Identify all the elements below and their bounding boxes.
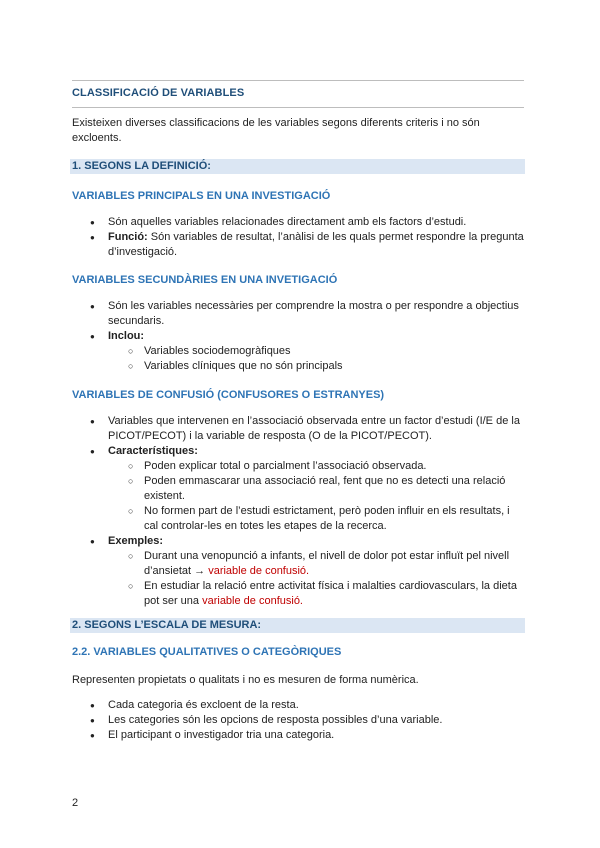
principal-heading: VARIABLES PRINCIPALS EN UNA INVESTIGACIÓ bbox=[72, 190, 331, 202]
sublist-item: ○ Poden emmascarar una associació real, fent que no es detecti una relació existent. bbox=[108, 474, 524, 504]
list-item-label: Funció: bbox=[108, 231, 148, 243]
intro-paragraph: Existeixen diverses classificacions de les variables segons diferents criteris i no són excloents. bbox=[72, 117, 480, 144]
secundaries-heading: VARIABLES SECUNDÀRIES EN UNA INVETIGACIÓ bbox=[72, 274, 338, 286]
document-title: CLASSIFICACIÓ DE VARIABLES bbox=[72, 87, 245, 99]
sublist-item: ○ Variables sociodemogràfiques bbox=[108, 344, 524, 359]
list-item: ● El participant o investigador tria una categoria. bbox=[72, 728, 524, 743]
list-item bbox=[72, 444, 524, 534]
sublist-item: ○ Poden explicar total o parcialment l’associació observada. bbox=[108, 459, 524, 474]
top-rule bbox=[72, 80, 524, 81]
section2-heading: 2. SEGONS L’ESCALA DE MESURA: bbox=[72, 619, 262, 631]
example-text: Durant una venopunció a infants, el nivell de dolor pot estar influït pel nivell d’ansietat → bbox=[144, 550, 510, 577]
list-item-label: Exemples: bbox=[108, 535, 164, 547]
example-highlight: variable de confusió. bbox=[202, 595, 303, 607]
qualitatives-list bbox=[72, 698, 524, 743]
page-number: 2 bbox=[72, 797, 79, 809]
confusio-list bbox=[72, 414, 524, 609]
sublist-item bbox=[108, 549, 524, 579]
list-item bbox=[72, 299, 524, 329]
list-item-text: Són les variables necessàries per comprendre la mostra o per respondre a objectius secundaris. bbox=[108, 300, 519, 327]
qualitatives-heading: 2.2. VARIABLES QUALITATIVES O CATEGÒRIQUES bbox=[72, 646, 342, 658]
sublist-item: ○ No formen part de l’estudi estrictament, però poden influir en els resultats, i cal controlar-les en totes les etapes de la recerca. bbox=[108, 504, 524, 534]
secundaries-list bbox=[72, 299, 524, 374]
list-item-text: Són variables de resultat, l’anàlisi de les quals permet respondre la pregunta d’investigació. bbox=[108, 231, 524, 258]
list-item-text: Variables que intervenen en l’associació observada entre un factor d’estudi (I/E de la PICOT/PECOT) i la variable de resposta (O de la PICOT/PECOT). bbox=[108, 415, 520, 442]
section1-heading: 1. SEGONS LA DEFINICIÓ: bbox=[72, 160, 211, 172]
qualitatives-intro: Representen propietats o qualitats i no es mesuren de forma numèrica. bbox=[72, 674, 419, 686]
list-item bbox=[72, 230, 524, 260]
principal-list bbox=[72, 215, 524, 260]
sublist-item bbox=[108, 579, 524, 609]
confusio-heading: VARIABLES DE CONFUSIÓ (CONFUSORES O ESTRANYES) bbox=[72, 389, 385, 401]
list-item bbox=[72, 215, 524, 230]
list-item-label: Inclou: bbox=[108, 330, 145, 342]
example-text: En estudiar la relació entre activitat física i malalties cardiovasculars, la dieta pot ser una bbox=[144, 580, 517, 607]
list-item bbox=[72, 534, 524, 609]
title-rule bbox=[72, 107, 524, 108]
list-item-text: Són aquelles variables relacionades directament amb els factors d’estudi. bbox=[108, 216, 467, 228]
list-item bbox=[72, 329, 524, 374]
example-highlight: variable de confusió. bbox=[208, 565, 310, 577]
list-item bbox=[72, 414, 524, 444]
characteristics-sublist bbox=[108, 459, 524, 534]
list-item: ● Cada categoria és excloent de la resta. bbox=[72, 698, 524, 713]
sublist-item: ○ Variables clíniques que no són principals bbox=[108, 359, 524, 374]
secundaries-sublist bbox=[108, 344, 524, 374]
list-item-label: Característiques: bbox=[108, 445, 198, 457]
list-item: ● Les categories són les opcions de resposta possibles d’una variable. bbox=[72, 713, 524, 728]
examples-sublist bbox=[108, 549, 524, 609]
